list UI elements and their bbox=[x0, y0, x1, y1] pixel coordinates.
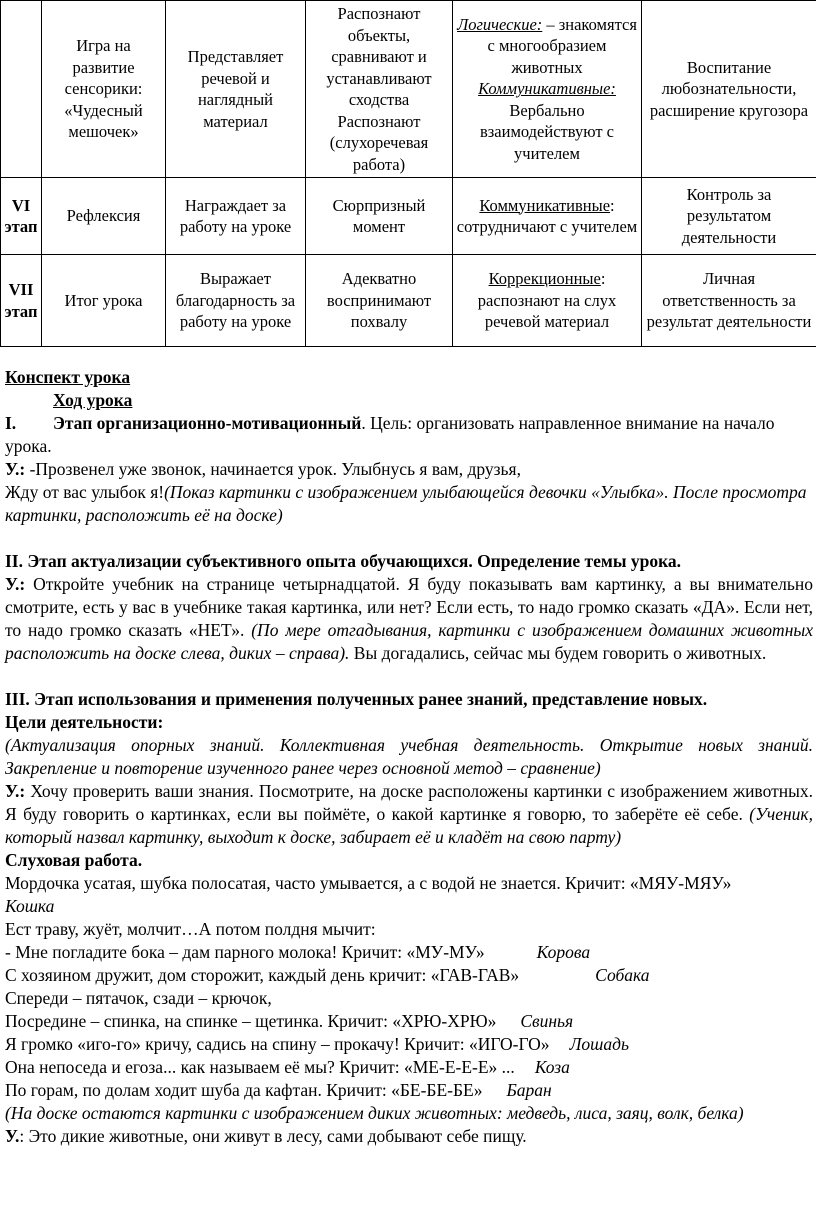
uud-text: : распознают на слух речевой материал bbox=[477, 269, 617, 332]
section-3-text bbox=[5, 780, 813, 849]
section-title: Этап организационно-мотивационный bbox=[53, 413, 362, 433]
riddle-text: Ест траву, жуёт, молчит…А потом полдня мычит: bbox=[5, 919, 376, 939]
uud-text: – знакомятся с многообразием животных bbox=[487, 14, 637, 77]
riddle-answer: Собака bbox=[595, 965, 650, 985]
riddle-answer: Кошка bbox=[5, 896, 55, 916]
goals-note: (Актуализация опорных знаний. Коллективная учебная деятельность. Открытие новых знаний. Закрепление и повторение изученного ранее через основной метод – сравнение) bbox=[5, 735, 813, 778]
riddle-text: Посредине – спинка, на спинке – щетинка. Кричит: «ХРЮ-ХРЮ» bbox=[5, 1011, 497, 1031]
uud-label: Коммуникативные bbox=[479, 195, 611, 215]
section-2-title: II. Этап актуализации субъективного опыта обучающихся. Определение темы урока. bbox=[5, 551, 682, 571]
doc-title: Конспект урока bbox=[5, 367, 131, 387]
speech-text: : Это дикие животные, они живут в лесу, сами добывают себе пищу. bbox=[19, 1126, 527, 1146]
teacher-label: У.: bbox=[5, 781, 26, 801]
doc-subtitle: Ход урока bbox=[53, 390, 133, 410]
students-cell: Адекватно воспринимают похвалу bbox=[306, 255, 453, 347]
table-row bbox=[1, 1, 816, 178]
riddle-text: - Мне погладите бока – дам парного молока! Кричит: «МУ-МУ» bbox=[5, 942, 485, 962]
goals-title: Цели деятельности: bbox=[5, 712, 164, 732]
final-line bbox=[5, 1125, 813, 1148]
riddle bbox=[5, 872, 813, 918]
uud-text: Вербально взаимодействуют с учителем bbox=[479, 100, 614, 163]
lesson-plan-table bbox=[0, 0, 816, 347]
teacher-label: У.: bbox=[5, 459, 26, 479]
riddle bbox=[5, 964, 813, 987]
riddle bbox=[5, 941, 813, 964]
uud-cell bbox=[453, 255, 642, 347]
stage-cell: VII этап bbox=[1, 255, 42, 347]
stage-note: (Показ картинки с изображением улыбающейся девочки «Улыбка». После просмотра картинки, расположить её на доске) bbox=[5, 482, 807, 525]
riddle-answer: Свинья bbox=[520, 1011, 574, 1031]
riddle-text: Мордочка усатая, шубка полосатая, часто умывается, а с водой не знается. Кричит: «МЯУ-МЯУ» bbox=[5, 873, 732, 893]
students-cell: Сюрпризный момент bbox=[306, 178, 453, 255]
activity-cell: Рефлексия bbox=[42, 178, 166, 255]
uud-text: : сотрудничают с учителем bbox=[456, 195, 638, 236]
teacher-label: У. bbox=[5, 1126, 20, 1146]
stage-cell: VI этап bbox=[1, 178, 42, 255]
teacher-line bbox=[5, 458, 813, 481]
hearing-title: Слуховая работа. bbox=[5, 850, 143, 870]
speech-text: Жду от вас улыбок я! bbox=[5, 482, 165, 502]
table-row bbox=[1, 178, 816, 255]
teacher-cell: Представляет речевой и наглядный материал bbox=[166, 1, 306, 178]
uud-cell bbox=[453, 178, 642, 255]
result-cell: Личная ответственность за результат деятельности bbox=[642, 255, 816, 347]
section-1 bbox=[5, 412, 813, 458]
teacher-cell: Награждает за работу на уроке bbox=[166, 178, 306, 255]
riddle bbox=[5, 1010, 813, 1033]
section-goal: . Цель: организовать направленное внимание на начало урока. bbox=[5, 413, 775, 456]
teacher-line bbox=[5, 481, 813, 527]
riddle bbox=[5, 1033, 813, 1056]
riddle-answer: Корова bbox=[536, 942, 591, 962]
speech-text: Откройте учебник на странице четырнадцатой. Я буду показывать вам картинку, а вы внимательно смотрите, есть у вас в учебнике такая картинка, или нет? Если есть, то надо громко сказать «ДА». Если нет, то надо громко сказать «НЕТ». bbox=[5, 574, 813, 640]
uud-label: Коррекционные bbox=[488, 269, 601, 289]
riddle bbox=[5, 1056, 813, 1079]
section-3-title: III. Этап использования и применения полученных ранее знаний, представление новых. bbox=[5, 689, 708, 709]
section-2-text bbox=[5, 573, 813, 665]
riddle-text: По горам, по долам ходит шуба да кафтан. Кричит: «БЕ-БЕ-БЕ» bbox=[5, 1080, 483, 1100]
activity-cell: Итог урока bbox=[42, 255, 166, 347]
stage-note: (Ученик, который назвал картинку, выходит к доске, забирает её и кладёт на свою парту) bbox=[5, 804, 813, 847]
speech-text: Хочу проверить ваши знания. Посмотрите, на доске расположены картинки с изображением животных. Я буду говорить о картинках, если вы поймёте, о какой картинке я говорю, то заберёте её себе. bbox=[5, 781, 813, 824]
riddle-text: Спереди – пятачок, сзади – крючок, bbox=[5, 988, 272, 1008]
result-cell: Воспитание любознательности, расширение кругозора bbox=[642, 1, 816, 178]
table-row bbox=[1, 255, 816, 347]
uud-cell bbox=[453, 1, 642, 178]
result-cell: Контроль за результатом деятельности bbox=[642, 178, 816, 255]
riddle-answer: Баран bbox=[506, 1080, 552, 1100]
riddle-answer: Коза bbox=[534, 1057, 570, 1077]
riddle-text: С хозяином дружит, дом сторожит, каждый день кричит: «ГАВ-ГАВ» bbox=[5, 965, 520, 985]
final-note: (На доске остаются картинки с изображением диких животных: медведь, лиса, заяц, волк, белка) bbox=[5, 1103, 744, 1123]
lesson-notes bbox=[5, 366, 813, 1148]
activity-cell: Игра на развитие сенсорики: «Чудесный мешочек» bbox=[42, 1, 166, 178]
riddle-text: Она непоседа и егоза... как называем её мы? Кричит: «МЕ-Е-Е-Е» ... bbox=[5, 1057, 515, 1077]
students-cell: Распознают объекты, сравнивают и устанавливают сходства Распознают (слухоречевая работа) bbox=[306, 1, 453, 178]
riddle-answer: Лошадь bbox=[569, 1034, 629, 1054]
speech-text: -Прозвенел уже звонок, начинается урок. Улыбнусь я вам, друзья, bbox=[25, 459, 521, 479]
stage-cell bbox=[1, 1, 42, 178]
stage-note: (По мере отгадывания, картинки с изображением домашних животных расположить на доске слева, диких – справа). bbox=[5, 620, 813, 663]
teacher-cell: Выражает благодарность за работу на уроке bbox=[166, 255, 306, 347]
uud-label: Логические: bbox=[457, 14, 543, 34]
uud-label: Коммуникативные: bbox=[478, 79, 616, 99]
riddle bbox=[5, 1079, 813, 1102]
speech-text: Вы догадались, сейчас мы будем говорить о животных. bbox=[349, 643, 767, 663]
riddle-text: Я громко «иго-го» кричу, садись на спину – прокачу! Кричит: «ИГО-ГО» bbox=[5, 1034, 550, 1054]
teacher-label: У.: bbox=[5, 574, 26, 594]
section-number: I. bbox=[5, 413, 17, 433]
